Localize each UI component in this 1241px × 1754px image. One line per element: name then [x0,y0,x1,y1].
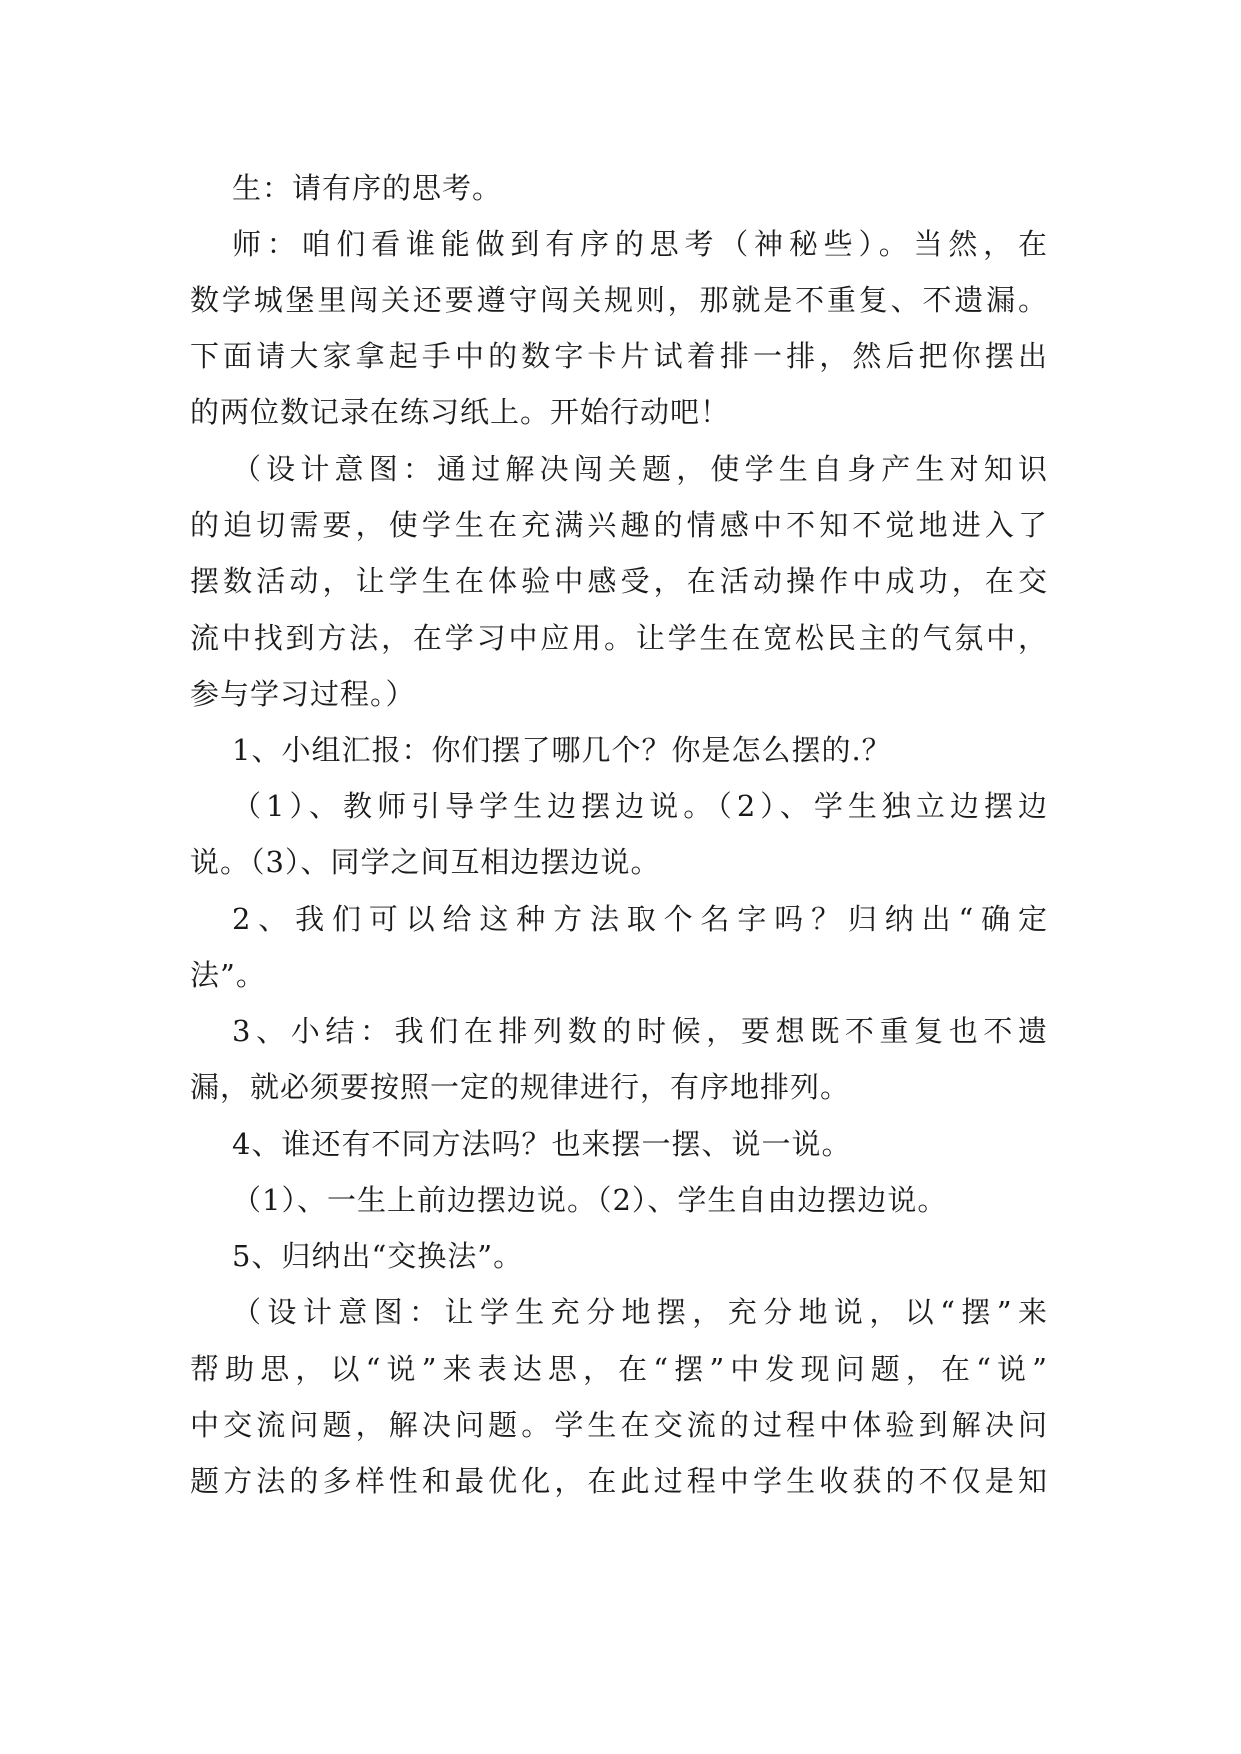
text-line: 生：请有序的思考。 [232,171,503,205]
text-line: 的两位数记录在练习纸上。开始行动吧！ [190,395,731,429]
text-line: 师：咱们看谁能做到有序的思考（神秘些）。当然，在 [232,227,1048,261]
text-line: 2、我们可以给这种方法取个名字吗？归纳出“确定 [232,902,1048,936]
text-line: （1）、一生上前边摆边说。（2）、学生自由边摆边说。 [232,1183,948,1217]
text-line: 漏，就必须要按照一定的规律进行，有序地排列。 [190,1070,851,1104]
text-line: 3、小结：我们在排列数的时候，要想既不重复也不遗 [232,1014,1048,1048]
text-line: （设计意图：通过解决闯关题，使学生自身产生对知识 [232,452,1048,486]
text-line: 下面请大家拿起手中的数字卡片试着排一排，然后把你摆出 [190,339,1048,373]
text-line: 5、归纳出“交换法”。 [232,1239,524,1273]
text-line: 4、谁还有不同方法吗？也来摆一摆、说一说。 [232,1127,852,1161]
text-line: 1、小组汇报：你们摆了哪几个？你是怎么摆的.？ [232,733,892,767]
text-line: 数学城堡里闯关还要遵守闯关规则，那就是不重复、不遗漏。 [190,283,1048,317]
text-line: 流中找到方法，在学习中应用。让学生在宽松民主的气氛中， [190,621,1048,655]
text-line: 帮助思，以“说”来表达思，在“摆”中发现问题，在“说” [190,1352,1048,1386]
text-line: 说。（3）、同学之间互相边摆边说。 [190,845,661,879]
text-line: 的迫切需要，使学生在充满兴趣的情感中不知不觉地进入了 [190,508,1048,542]
text-line: 题方法的多样性和最优化，在此过程中学生收获的不仅是知 [190,1464,1048,1498]
text-line: 法”。 [190,958,266,992]
text-line: 摆数活动，让学生在体验中感受，在活动操作中成功，在交 [190,564,1048,598]
text-line: （1）、教师引导学生边摆边说。（2）、学生独立边摆边 [232,789,1048,823]
text-line: 中交流问题，解决问题。学生在交流的过程中体验到解决问 [190,1408,1048,1442]
text-line: （设计意图：让学生充分地摆，充分地说，以“摆”来 [232,1295,1048,1329]
text-line: 参与学习过程。） [190,677,416,711]
